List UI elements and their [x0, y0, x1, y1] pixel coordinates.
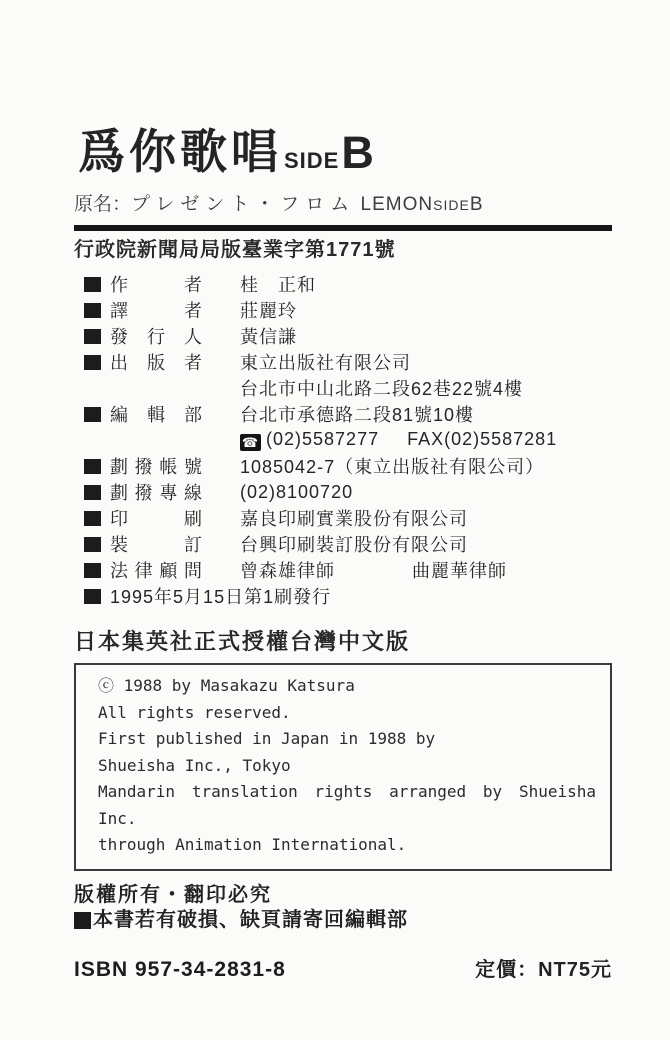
credit-row-editorial — [84, 401, 612, 427]
lawyer-name: 曲麗華律師 — [412, 561, 507, 581]
credit-value: 嘉良印刷實業股份有限公司 — [240, 509, 468, 529]
damage-notice-row — [74, 908, 612, 933]
credit-label: 劃 撥 專 線 — [110, 483, 202, 503]
credit-label: 發 行 人 — [110, 327, 202, 347]
damage-notice: 本書若有破損、缺頁請寄回編輯部 — [93, 908, 408, 931]
credit-value: 桂 正和 — [240, 275, 316, 295]
square-bullet — [84, 459, 101, 474]
credit-label: 印 刷 — [110, 509, 202, 529]
original-title-latin: LEMON — [360, 194, 434, 215]
credit-row-publisher-company — [84, 349, 612, 375]
credit-label: 譯 者 — [110, 301, 202, 321]
credit-row-author — [84, 271, 612, 297]
copyright-line: Mandarin translation rights arranged by Shueisha Inc. — [98, 782, 596, 828]
isbn-row — [74, 953, 612, 982]
book-title-side: SIDE — [284, 148, 340, 173]
square-bullet — [84, 303, 101, 318]
print-date: 1995年5月15日第1刷發行 — [110, 587, 332, 607]
original-title-kana: プレゼント・フロム — [131, 194, 356, 215]
phone-number: (02)5587277 — [266, 429, 380, 449]
credit-row-binding — [84, 531, 612, 557]
book-title — [74, 126, 612, 187]
copyright-box — [74, 663, 612, 871]
credit-value: 黃信謙 — [240, 327, 297, 347]
credit-row-printing — [84, 505, 612, 531]
square-bullet — [84, 511, 101, 526]
square-bullet — [84, 589, 101, 604]
credit-row-phone — [84, 427, 612, 453]
square-bullet — [84, 537, 101, 552]
square-bullet — [84, 563, 101, 578]
credit-row-print-date — [84, 583, 612, 609]
original-title-b: B — [469, 194, 484, 215]
credit-label: 出 版 者 — [110, 353, 202, 373]
credit-label: 編 輯 部 — [110, 405, 202, 425]
original-title-label: 原名： — [74, 194, 132, 215]
license-number: 行政院新聞局局版臺業字第1771號 — [74, 239, 396, 261]
isbn-number: ISBN 957-34-2831-8 — [74, 957, 286, 981]
original-title — [74, 193, 612, 217]
copyright-line: through Animation International. — [98, 835, 407, 854]
credit-label: 作 者 — [110, 275, 202, 295]
credit-value: 台北市承德路二段81號10樓 — [240, 405, 475, 425]
credit-row-postal-account — [84, 453, 612, 479]
phone-icon: ☎ — [241, 435, 260, 450]
square-bullet — [74, 912, 91, 929]
original-title-side: SIDE — [433, 197, 470, 213]
divider-rule — [74, 225, 612, 231]
square-bullet — [84, 355, 101, 370]
copyright-line: Shueisha Inc., Tokyo — [98, 755, 291, 775]
legal-advisors — [240, 557, 507, 583]
credit-value: 台興印刷裝訂股份有限公司 — [240, 535, 468, 555]
credit-row-translator — [84, 297, 612, 323]
credit-value: 1085042-7（東立出版社有限公司） — [240, 457, 545, 477]
price-label: 定價：NT75元 — [475, 958, 612, 981]
credit-value: 台北市中山北路二段62巷22號4樓 — [240, 379, 524, 399]
copyright-line: ⓒ 1988 by Masakazu Katsura — [98, 676, 355, 695]
credit-value: 東立出版社有限公司 — [240, 353, 411, 373]
square-bullet — [84, 485, 101, 500]
phone-line — [240, 429, 557, 451]
credit-row-publisher-address — [84, 375, 612, 401]
credit-label: 裝 訂 — [110, 535, 202, 555]
fax-number: FAX(02)5587281 — [407, 429, 558, 449]
authorization-note: 日本集英社正式授權台灣中文版 — [74, 629, 411, 654]
rights-notice: 版權所有・翻印必究 — [74, 883, 272, 906]
book-title-main: 爲你歌唱 — [78, 125, 282, 178]
credit-label: 法 律 顧 問 — [110, 561, 202, 581]
copyright-line: First published in Japan in 1988 by — [98, 729, 436, 748]
square-bullet — [84, 407, 101, 422]
square-bullet — [84, 329, 101, 344]
credit-row-legal — [84, 557, 612, 583]
square-bullet — [84, 277, 101, 292]
lawyer-name: 曾森雄律師 — [240, 561, 335, 581]
book-title-b: B — [341, 127, 374, 178]
credit-row-postal-line — [84, 479, 612, 505]
credit-value: 莊麗玲 — [240, 301, 297, 321]
credit-row-publisher-person — [84, 323, 612, 349]
credits-list — [74, 271, 612, 609]
credit-label: 劃 撥 帳 號 — [110, 457, 202, 477]
credit-value: (02)8100720 — [240, 481, 354, 502]
copyright-line: All rights reserved. — [98, 702, 291, 722]
